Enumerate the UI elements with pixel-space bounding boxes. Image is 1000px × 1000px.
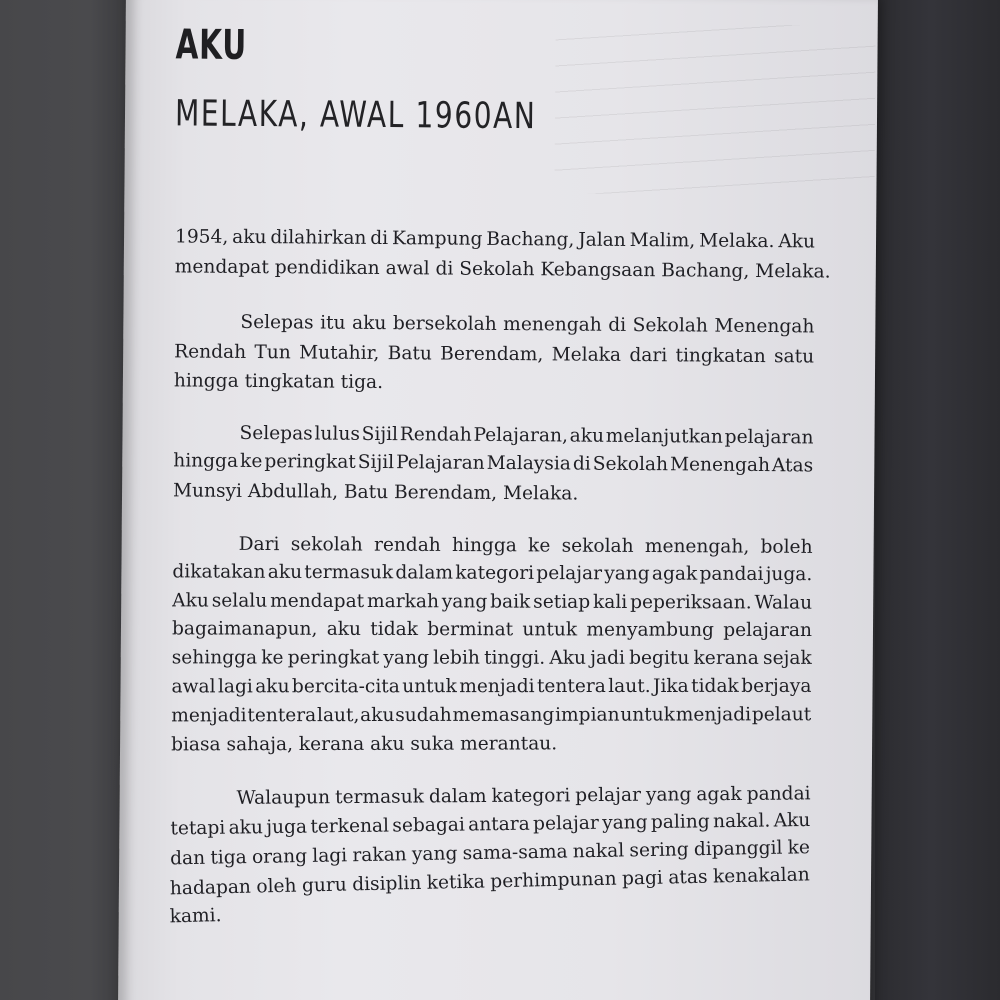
body-line: Munsyi Abdullah, Batu Berendam, Melaka. [172,480,579,505]
body-line: Dari sekolah rendah hingga ke sekolah menengah, boleh [238,533,813,558]
body-line: biasa sahaja, kerana aku suka merantau. [171,733,558,756]
show-through-text [554,23,875,196]
body-line: hadapan oleh guru disiplin ketika perhimpunan pagi atas kenakalan [169,864,810,900]
book-page [118,0,878,1000]
body-line: Rendah Tun Mutahir, Batu Berendam, Melaka dari tingkatan satu [174,341,815,368]
body-line: bagaimanapun, aku tidak berminat untuk menyambung pelajaran [171,618,813,642]
body-line: 1954, aku dilahirkan di Kampung Bachang, Jalan Malim, Melaka. Aku [174,226,816,253]
body-line: Selepas itu aku bersekolah menengah di Sekolah Menengah [240,311,815,338]
body-line: hingga ke peringkat Sijil Pelajaran Malaysia di Sekolah Menengah Atas [173,450,814,477]
left-page-edge [0,0,128,1000]
body-line: dan tiga orang lagi rakan yang sama-sama nakal sering dipanggil ke [169,837,811,870]
body-line: tetapi aku juga terkenal sebagai antara pelajar yang paling nakal. Aku [170,809,811,840]
dark-background [875,0,1000,1000]
body-line: kami. [169,905,222,928]
body-line: awal lagi aku bercita-cita untuk menjadi tentera laut. Jika tidak berjaya [171,675,812,698]
body-line: mendapat pendidikan awal di Sekolah Kebangsaan Bachang, Melaka. [174,256,831,283]
body-line: Selepas lulus Sijil Rendah Pelajaran, aku melanjutkan pelajaran [239,422,814,449]
body-line: sehingga ke peringkat yang lebih tinggi. Aku jadi begitu kerana sejak [171,647,812,669]
body-line: menjadi tentera laut, aku sudah memasang impian untuk menjadi pelaut [171,704,812,727]
body-line: Aku selalu mendapat markah yang baik setiap kali peperiksaan. Walau [172,590,813,614]
body-line: dikatakan aku termasuk dalam kategori pelajar yang agak pandai juga. [172,561,813,586]
chapter-title: AKU [175,20,248,69]
body-line: hingga tingkatan tiga. [173,370,384,394]
body-line: Walaupun termasuk dalam kategori pelajar yang agak pandai [236,783,811,809]
chapter-subtitle: MELAKA, AWAL 1960AN [174,93,537,138]
